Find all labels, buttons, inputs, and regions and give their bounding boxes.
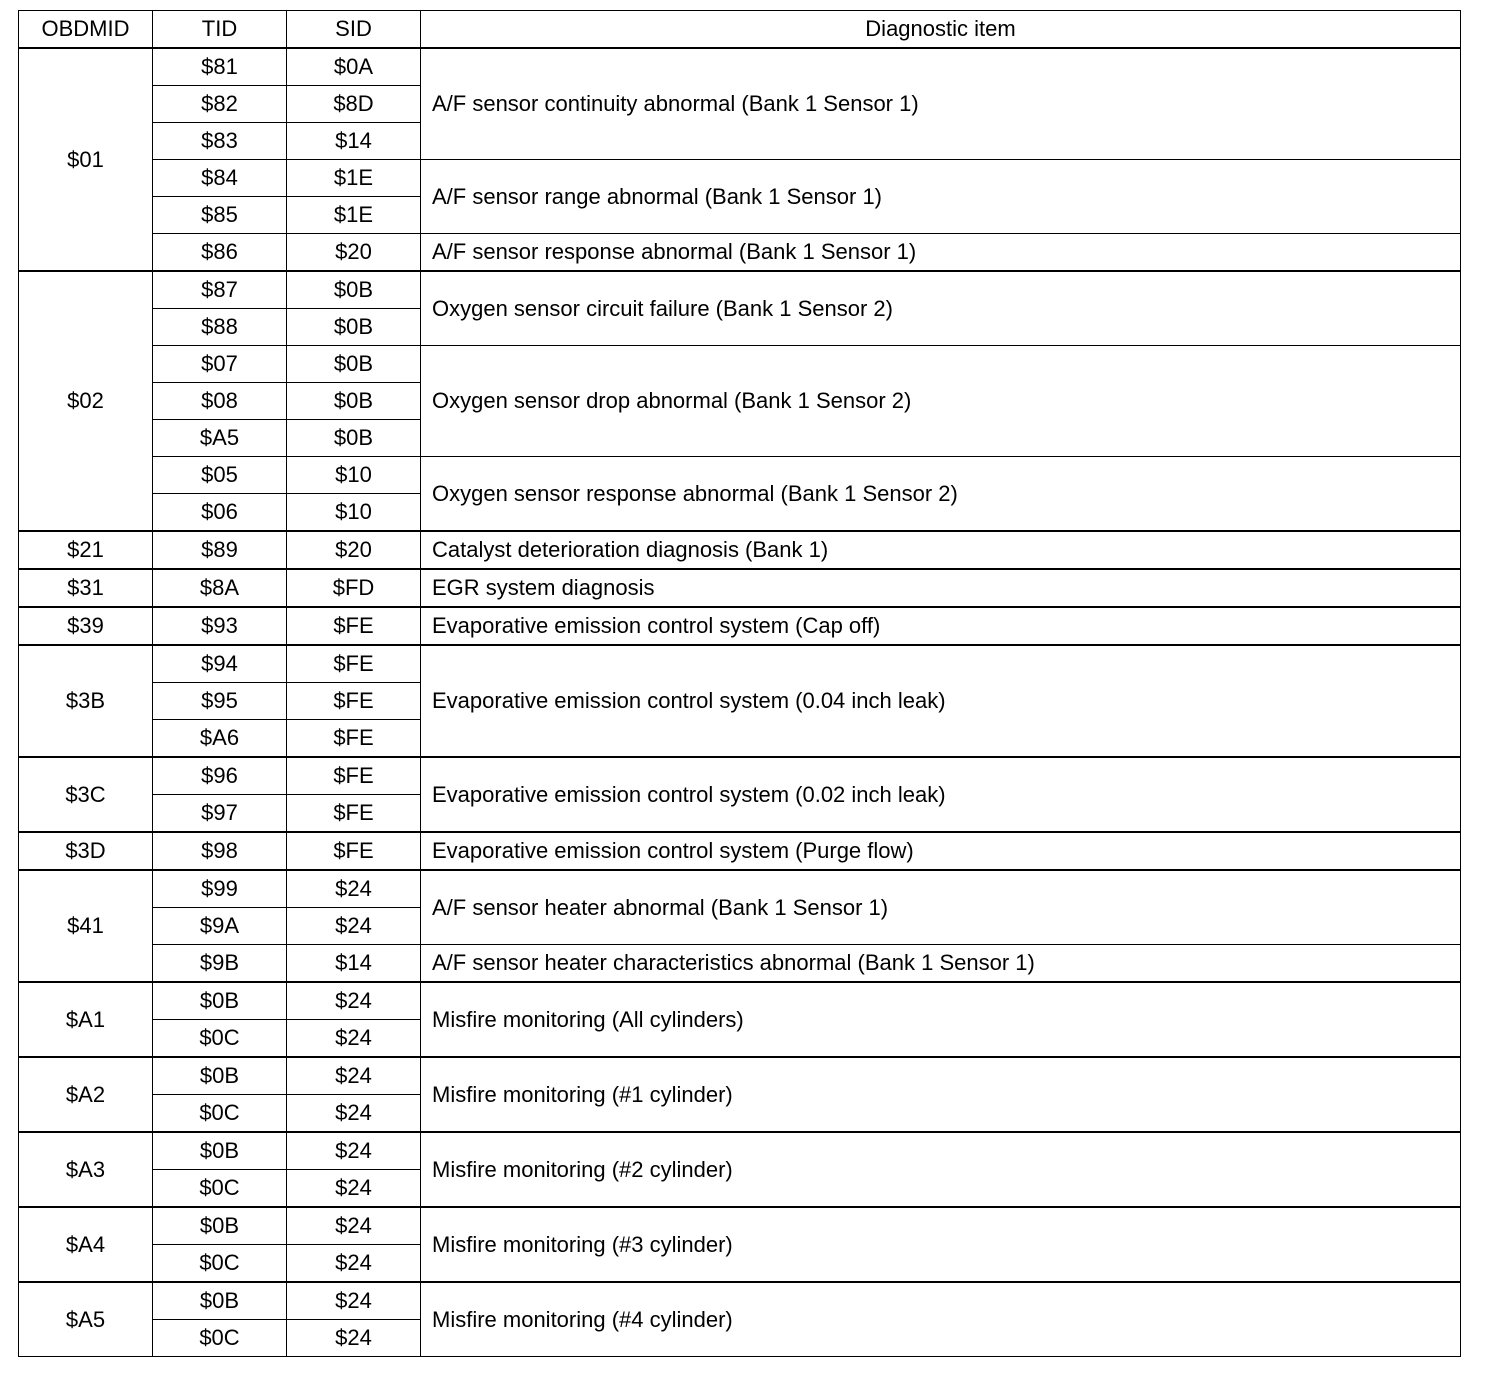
tid-cell: $0B	[153, 982, 287, 1020]
table-row	[19, 1207, 1461, 1245]
tid-cell: $94	[153, 645, 287, 683]
tid-cell: $0B	[153, 1057, 287, 1095]
obdmid-cell: $21	[19, 531, 153, 569]
table-row	[19, 234, 1461, 272]
diagnostic-item-cell: A/F sensor continuity abnormal (Bank 1 Sensor 1)	[421, 48, 1461, 160]
sid-cell: $24	[287, 1170, 421, 1208]
sid-cell: $FE	[287, 607, 421, 645]
obdmid-cell: $31	[19, 569, 153, 607]
header-row	[19, 11, 1461, 49]
tid-cell: $9B	[153, 945, 287, 983]
sid-cell: $FE	[287, 720, 421, 758]
sid-cell: $0A	[287, 48, 421, 86]
sid-cell: $0B	[287, 271, 421, 309]
tid-cell: $A6	[153, 720, 287, 758]
obdmid-cell: $3C	[19, 757, 153, 832]
sid-cell: $0B	[287, 420, 421, 457]
table-row	[19, 346, 1461, 383]
tid-cell: $05	[153, 457, 287, 494]
tid-cell: $86	[153, 234, 287, 272]
tid-cell: $08	[153, 383, 287, 420]
diagnostic-item-cell: Misfire monitoring (#4 cylinder)	[421, 1282, 1461, 1357]
sid-cell: $10	[287, 494, 421, 532]
sid-cell: $14	[287, 123, 421, 160]
sid-cell: $FD	[287, 569, 421, 607]
sid-cell: $8D	[287, 86, 421, 123]
table-row	[19, 48, 1461, 86]
diagnostic-item-cell: Oxygen sensor circuit failure (Bank 1 Sensor 2)	[421, 271, 1461, 346]
diagnostic-item-cell: Oxygen sensor response abnormal (Bank 1 Sensor 2)	[421, 457, 1461, 532]
diagnostic-item-cell: Evaporative emission control system (0.02 inch leak)	[421, 757, 1461, 832]
obdmid-table	[18, 10, 1461, 1357]
tid-cell: $81	[153, 48, 287, 86]
table-row	[19, 945, 1461, 983]
diagnostic-item-cell: Catalyst deterioration diagnosis (Bank 1)	[421, 531, 1461, 569]
tid-cell: $07	[153, 346, 287, 383]
obdmid-cell: $41	[19, 870, 153, 982]
table-row	[19, 457, 1461, 494]
tid-cell: $96	[153, 757, 287, 795]
sid-cell: $20	[287, 234, 421, 272]
obdmid-cell: $A3	[19, 1132, 153, 1207]
tid-cell: $87	[153, 271, 287, 309]
table-row	[19, 1132, 1461, 1170]
tid-cell: $98	[153, 832, 287, 870]
table-row	[19, 1057, 1461, 1095]
diagnostic-item-cell: A/F sensor response abnormal (Bank 1 Sensor 1)	[421, 234, 1461, 272]
sid-cell: $0B	[287, 346, 421, 383]
diagnostic-item-cell: Misfire monitoring (All cylinders)	[421, 982, 1461, 1057]
sid-cell: $24	[287, 908, 421, 945]
tid-cell: $93	[153, 607, 287, 645]
tid-cell: $0B	[153, 1207, 287, 1245]
sid-cell: $24	[287, 1282, 421, 1320]
tid-cell: $9A	[153, 908, 287, 945]
sid-cell: $24	[287, 1057, 421, 1095]
tid-cell: $06	[153, 494, 287, 532]
tid-cell: $88	[153, 309, 287, 346]
table-header	[19, 11, 1461, 49]
sid-cell: $10	[287, 457, 421, 494]
diagnostic-item-cell: Evaporative emission control system (Purge flow)	[421, 832, 1461, 870]
sid-cell: $20	[287, 531, 421, 569]
diagnostic-item-cell: Oxygen sensor drop abnormal (Bank 1 Sensor 2)	[421, 346, 1461, 457]
table-row	[19, 607, 1461, 645]
diagnostic-item-cell: Evaporative emission control system (0.04 inch leak)	[421, 645, 1461, 757]
sid-cell: $24	[287, 1320, 421, 1357]
obdmid-cell: $3D	[19, 832, 153, 870]
diagnostic-item-cell: Evaporative emission control system (Cap off)	[421, 607, 1461, 645]
sid-cell: $FE	[287, 757, 421, 795]
obdmid-cell: $A1	[19, 982, 153, 1057]
obdmid-cell: $01	[19, 48, 153, 271]
obdmid-cell: $A2	[19, 1057, 153, 1132]
tid-cell: $99	[153, 870, 287, 908]
sid-cell: $FE	[287, 832, 421, 870]
sid-cell: $0B	[287, 309, 421, 346]
header-obdmid: OBDMID	[19, 11, 153, 49]
obdmid-cell: $A4	[19, 1207, 153, 1282]
table-row	[19, 271, 1461, 309]
obdmid-cell: $02	[19, 271, 153, 531]
table-row	[19, 531, 1461, 569]
tid-cell: $8A	[153, 569, 287, 607]
diagnostic-item-cell: A/F sensor heater characteristics abnormal (Bank 1 Sensor 1)	[421, 945, 1461, 983]
sid-cell: $24	[287, 982, 421, 1020]
tid-cell: $0C	[153, 1320, 287, 1357]
table-row	[19, 757, 1461, 795]
diagnostic-item-cell: A/F sensor heater abnormal (Bank 1 Sensor 1)	[421, 870, 1461, 945]
tid-cell: $82	[153, 86, 287, 123]
obdmid-cell: $A5	[19, 1282, 153, 1357]
diagnostic-item-cell: EGR system diagnosis	[421, 569, 1461, 607]
tid-cell: $84	[153, 160, 287, 197]
sid-cell: $24	[287, 1207, 421, 1245]
sid-cell: $14	[287, 945, 421, 983]
sid-cell: $FE	[287, 683, 421, 720]
table-row	[19, 569, 1461, 607]
table-row	[19, 982, 1461, 1020]
tid-cell: $0C	[153, 1020, 287, 1058]
table-row	[19, 870, 1461, 908]
diagnostic-item-cell: Misfire monitoring (#2 cylinder)	[421, 1132, 1461, 1207]
diagnostic-item-cell: Misfire monitoring (#1 cylinder)	[421, 1057, 1461, 1132]
sid-cell: $24	[287, 1020, 421, 1058]
diagnostic-item-cell: Misfire monitoring (#3 cylinder)	[421, 1207, 1461, 1282]
sid-cell: $24	[287, 1132, 421, 1170]
header-sid: SID	[287, 11, 421, 49]
sid-cell: $24	[287, 1095, 421, 1133]
table-row	[19, 832, 1461, 870]
obdmid-cell: $3B	[19, 645, 153, 757]
table-row	[19, 160, 1461, 197]
tid-cell: $0B	[153, 1132, 287, 1170]
tid-cell: $0B	[153, 1282, 287, 1320]
sid-cell: $24	[287, 870, 421, 908]
sid-cell: $FE	[287, 795, 421, 833]
tid-cell: $89	[153, 531, 287, 569]
table-body	[19, 48, 1461, 1357]
tid-cell: $0C	[153, 1170, 287, 1208]
tid-cell: $A5	[153, 420, 287, 457]
sid-cell: $24	[287, 1245, 421, 1283]
tid-cell: $0C	[153, 1245, 287, 1283]
header-tid: TID	[153, 11, 287, 49]
header-diagnostic-item: Diagnostic item	[421, 11, 1461, 49]
table-row	[19, 645, 1461, 683]
tid-cell: $0C	[153, 1095, 287, 1133]
table-row	[19, 1282, 1461, 1320]
tid-cell: $97	[153, 795, 287, 833]
sid-cell: $FE	[287, 645, 421, 683]
tid-cell: $95	[153, 683, 287, 720]
tid-cell: $83	[153, 123, 287, 160]
sid-cell: $0B	[287, 383, 421, 420]
tid-cell: $85	[153, 197, 287, 234]
obdmid-cell: $39	[19, 607, 153, 645]
sid-cell: $1E	[287, 197, 421, 234]
diagnostic-item-cell: A/F sensor range abnormal (Bank 1 Sensor 1)	[421, 160, 1461, 234]
sid-cell: $1E	[287, 160, 421, 197]
